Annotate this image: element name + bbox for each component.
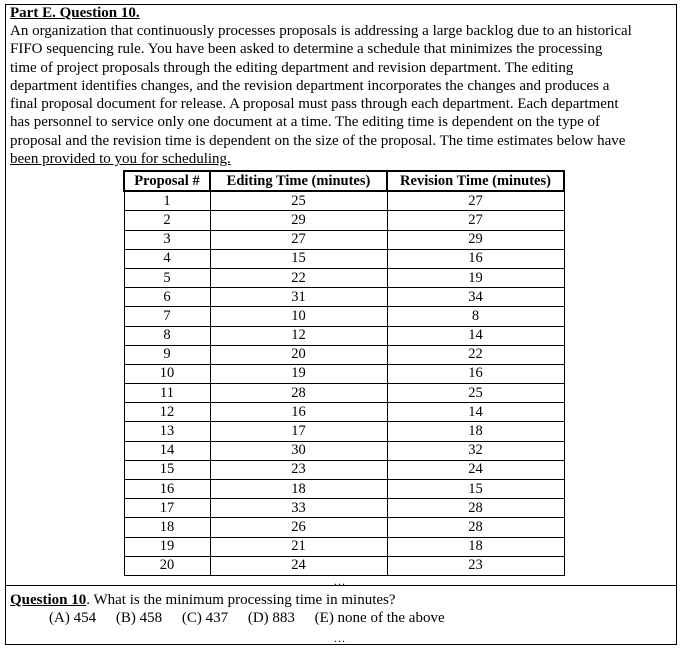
table-row — [124, 249, 564, 268]
cell-proposal-number: 13 — [124, 422, 210, 441]
header-editing-time: Editing Time (minutes) — [210, 171, 387, 191]
cell-proposal-number: 16 — [124, 480, 210, 499]
table-row — [124, 345, 564, 364]
cell-revision-time: 19 — [387, 268, 564, 287]
cell-proposal-number: 18 — [124, 518, 210, 537]
cell-proposal-number: 7 — [124, 307, 210, 326]
description-line: been provided to you for scheduling. — [10, 151, 231, 168]
cell-editing-time: 16 — [210, 403, 387, 422]
table-row — [124, 518, 564, 537]
cell-editing-time: 27 — [210, 230, 387, 249]
ellipsis-bottom: ... — [334, 631, 346, 645]
cell-proposal-number: 1 — [124, 191, 210, 211]
cell-revision-time: 16 — [387, 364, 564, 383]
cell-editing-time: 19 — [210, 364, 387, 383]
table-row — [124, 441, 564, 460]
description-line: FIFO sequencing rule. You have been asked to determine a schedule that minimizes the processing — [10, 41, 603, 58]
cell-editing-time: 15 — [210, 249, 387, 268]
cell-proposal-number: 2 — [124, 211, 210, 230]
ellipsis-top: ... — [334, 574, 346, 588]
cell-proposal-number: 9 — [124, 345, 210, 364]
table-row — [124, 288, 564, 307]
header-proposal-number: Proposal # — [124, 171, 210, 191]
cell-proposal-number: 3 — [124, 230, 210, 249]
cell-proposal-number: 11 — [124, 384, 210, 403]
table-row — [124, 556, 564, 575]
table-row — [124, 403, 564, 422]
choice-a: (A) 454 — [49, 610, 97, 626]
cell-revision-time: 18 — [387, 537, 564, 556]
table-row — [124, 326, 564, 345]
question-prompt — [10, 591, 396, 609]
table-row — [124, 307, 564, 326]
cell-editing-time: 12 — [210, 326, 387, 345]
problem-description — [10, 22, 675, 168]
table-row — [124, 230, 564, 249]
table-row — [124, 537, 564, 556]
header-revision-time: Revision Time (minutes) — [387, 171, 564, 191]
description-line: time of project proposals through the editing department and revision department. The editing — [10, 59, 574, 76]
cell-proposal-number: 14 — [124, 441, 210, 460]
table-row — [124, 499, 564, 518]
cell-revision-time: 32 — [387, 441, 564, 460]
table-row — [124, 460, 564, 479]
cell-editing-time: 18 — [210, 480, 387, 499]
cell-revision-time: 23 — [387, 556, 564, 575]
cell-proposal-number: 12 — [124, 403, 210, 422]
cell-editing-time: 26 — [210, 518, 387, 537]
cell-revision-time: 28 — [387, 499, 564, 518]
cell-editing-time: 25 — [210, 191, 387, 211]
proposal-times-table — [123, 170, 565, 576]
cell-editing-time: 22 — [210, 268, 387, 287]
cell-editing-time: 20 — [210, 345, 387, 364]
cell-revision-time: 25 — [387, 384, 564, 403]
cell-proposal-number: 4 — [124, 249, 210, 268]
choice-e: (E) none of the above — [314, 610, 445, 626]
cell-editing-time: 30 — [210, 441, 387, 460]
cell-editing-time: 24 — [210, 556, 387, 575]
cell-editing-time: 28 — [210, 384, 387, 403]
table-row — [124, 480, 564, 499]
question-label: Question 10 — [10, 592, 87, 608]
problem-title: Part E. Question 10. — [10, 5, 140, 21]
cell-proposal-number: 5 — [124, 268, 210, 287]
cell-revision-time: 18 — [387, 422, 564, 441]
cell-revision-time: 14 — [387, 326, 564, 345]
cell-revision-time: 24 — [387, 460, 564, 479]
cell-editing-time: 33 — [210, 499, 387, 518]
choice-d: (D) 883 — [247, 610, 295, 626]
cell-proposal-number: 19 — [124, 537, 210, 556]
table-row — [124, 422, 564, 441]
cell-revision-time: 34 — [387, 288, 564, 307]
description-line: department identifies changes, and the revision department incorporates the changes and produces a — [10, 77, 610, 94]
choice-b: (B) 458 — [115, 610, 163, 626]
cell-editing-time: 23 — [210, 460, 387, 479]
table-header-row — [124, 171, 564, 191]
cell-proposal-number: 20 — [124, 556, 210, 575]
question-text: . What is the minimum processing time in minutes? — [86, 592, 396, 608]
table-row — [124, 364, 564, 383]
cell-proposal-number: 15 — [124, 460, 210, 479]
cell-revision-time: 15 — [387, 480, 564, 499]
cell-revision-time: 8 — [387, 307, 564, 326]
description-line: final proposal document for release. A proposal must pass through each department. Each department — [10, 96, 619, 113]
cell-proposal-number: 17 — [124, 499, 210, 518]
table-row — [124, 384, 564, 403]
cell-revision-time: 29 — [387, 230, 564, 249]
cell-revision-time: 27 — [387, 191, 564, 211]
cell-editing-time: 29 — [210, 211, 387, 230]
cell-proposal-number: 10 — [124, 364, 210, 383]
cell-proposal-number: 6 — [124, 288, 210, 307]
cell-revision-time: 16 — [387, 249, 564, 268]
cell-revision-time: 14 — [387, 403, 564, 422]
cell-revision-time: 22 — [387, 345, 564, 364]
description-line: has personnel to service only one document at a time. The editing time is dependent on the type of — [10, 114, 600, 131]
description-line: An organization that continuously processes proposals is addressing a large backlog due to an historical — [10, 23, 632, 39]
cell-revision-time: 27 — [387, 211, 564, 230]
description-line: proposal and the revision time is dependent on the size of the proposal. The time estimates below have — [10, 132, 626, 149]
choice-c: (C) 437 — [181, 610, 229, 626]
table-row — [124, 211, 564, 230]
cell-editing-time: 21 — [210, 537, 387, 556]
cell-revision-time: 28 — [387, 518, 564, 537]
cell-editing-time: 31 — [210, 288, 387, 307]
cell-editing-time: 10 — [210, 307, 387, 326]
answer-choices — [49, 609, 461, 627]
cell-editing-time: 17 — [210, 422, 387, 441]
cell-proposal-number: 8 — [124, 326, 210, 345]
table-row — [124, 268, 564, 287]
table-row — [124, 191, 564, 211]
